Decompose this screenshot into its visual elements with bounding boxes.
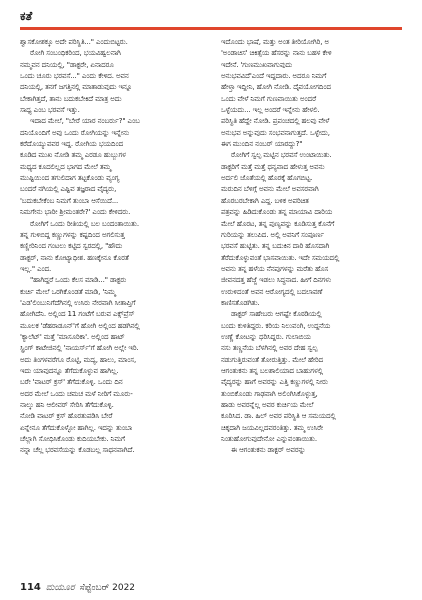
text-line: ಇದು ಯಾವುದನ್ನೂ ತೆಗೆದುಕೊಳ್ಳುವ ಹಾಗಿಲ್ಲ.	[20, 365, 119, 375]
text-line: ಕರೆದೊಯ್ಯುವವರ ಇದ್ದ. ರೋಗಿಯ ಭಯದಿಂದ	[20, 139, 124, 149]
text-line: ತೆರೆದುಕೊಳ್ಳುವಂತೆ ಭಾಸವಾಯಿತು. ಇದೇ ಸಮಯದಲ್ಲಿ	[221, 252, 340, 262]
text-line: ಚಿಕ್ಕದಾಗಿ ಜಯವಿಲ್ಲದವರಂತಿತ್ತು. ತಮ್ಮ ಉಸಿರೇ	[221, 422, 323, 432]
text-line: ಒಂದು ಚೂರು ಭರವಸೆ..." ಎಂದು ಕೇಳಿದ. ಅವನ	[20, 71, 129, 81]
text-line: ಡಾಕ್ಟರಿಗೆ ಮತ್ತೆ ಮತ್ತೆ ಧನ್ಯವಾದ ಹೇಳುತ್ತ ಅವನು	[221, 161, 325, 171]
text-line: ಹೋಗಿದೆನಿ. ಅಲ್ಲಿಂದ 11 ಗಂಟೆಗೆ ಬರುವ ಎಕ್ಸ್‌ಪ್ರೆಸ್	[20, 309, 135, 319]
text-line: ಬಂದು ಕುಳಿತಿದ್ದರು. ಕರಿಯ ನಿಲುವಂಗಿ, ಉದ್ದನೆಯ	[221, 320, 331, 330]
text-line: ಶ್ವಾಸಕೋಶಕ್ಕೂ ಅದೇ ಪರಿಸ್ಥಿತಿ..." ಎಂದುಬಿಟ್ಟರು.	[20, 37, 128, 46]
text-line: ಬೇಕಾಗಿತ್ತದೆ, ತಾನು ಬದುಕಬೇಕಿದೆ ಮಾತ್ರ ಅದು	[20, 93, 122, 103]
text-line: ಅನುಭವವಿದೆ'ಎಂದೆ ಇದ್ದದಾರು. ಅದರೂ ನಿಮಗೆ	[221, 71, 327, 81]
text-line: ಅದು ತಿಂಗಳವರೆಗೂ ರೊಟ್ಟಿ, ಮದ್ಯ, ಹಾಲು, ಮಾಂಸ,	[20, 354, 137, 364]
text-line: ರೋಗಿ ಸಂಬಂಧಿಕರಿಂದ, ಭಯವಿಹ್ವಲನಾಗಿ	[30, 48, 121, 58]
text-line: ಆಗಂತುಕನು ತನ್ನ ಬಲಶಾಲಿಯಾದ ಬಾಹುಗಳಲ್ಲಿ	[221, 365, 323, 375]
text-line: ಬಂದರೆ ನಗಿಯಲ್ಲಿ ಎಷ್ಟಿವ ತಜ್ಞರಾದ ವೈದ್ಯರು,	[20, 184, 117, 194]
text-line: 'ಕ್ಯಾಲೆಟ್' ಮತ್ತೆ 'ಮಾಸೂರಿಕಾ'. ಅಲ್ಲಿಂದ ಹಾಟ್	[20, 331, 125, 341]
text-line: ಹಾಡು ಅವರನ್ನೆಲ್ಲ ಅವರ ಕುರ್ಚಿಯ ಮೇಲೆ	[221, 400, 314, 409]
text-line: ಕುರ್ಚಿ ಮೇಲೆ ಒರಗಿಕೊಂಡತೆ ಮಾಡಿ, 'ನಿಮ್ಮ	[20, 286, 116, 296]
text-line: ತುಂಬಿಕೊಂಡು ಗಾಢವಾಗಿ ಅಲಿಂಗಿಸಿಕೊಳ್ಳುತ್ತ,	[221, 388, 318, 398]
text-line: ಅನುಭವ ಅನ್ನುವುದು ಸಂಭವನಾಗುತ್ತದೆ. ಒಳ್ಳೇದು,	[221, 127, 330, 137]
text-line: ಇದೇನೆ. 'ಗುಣಮುಖವಾಗುವುದು	[221, 59, 293, 69]
text-line: "ಹಾಗಿದ್ದರೆ ಒಂದು ಕೆಲಸ ಮಾಡಿ..." ಡಾಕ್ಟರು	[30, 275, 127, 285]
text-line: ಇದೊಂದು ಭಾಷೆ, ಮತ್ತು ಅಂತ ತೀರಿಯೋಗಿರಿ, ಅ	[221, 37, 329, 46]
header-divider	[20, 27, 402, 30]
text-line: ಕಣ್ಣೀರಿನಿಂದ ಗಂಟಲು ಕಟ್ಟಿದ ಸ್ವರದಲ್ಲಿ, "ಹೌದು	[20, 241, 123, 251]
text-line: ಅದರ ಮೇಲೆ ಒಂದು ಚಮಚ ಮಳೆ ನೀರಿಗೆ ಮೂರು-	[20, 388, 133, 398]
text-line: ದನಿಯಲ್ಲಿ, ತನಗೆ ಜಗತ್ತಿನಲ್ಲಿ ಮಾತಾಡುವುದು ಇನ್ನೂ	[20, 82, 133, 92]
text-line: 'ಎಡ'ಲಿಂಬುನಿಗೆದೆಗಿನಲ್ಲಿ ಉಸಿರು ನೇರವಾಗಿ ಸೀತಾಪ್ತಿಗೆ	[20, 297, 136, 307]
text-line: ಅವನು ತನ್ನ ಹಳೆಯ ನೆನಪುಗಳನ್ನು ಮರೆತು ಹೊಸ	[221, 263, 329, 273]
text-line: ಇದಾದ ಮೇಲೆ, "ಬೇರೆ ಯಾರ ನಂಬರ್ರು?" ಎಂಬ	[30, 116, 140, 126]
magazine-name: ಮಯೂರ	[45, 583, 75, 593]
text-line: ಡಾಕ್ಟರ್, ನಾನು ಕೋಟ್ಯಾಧೀಶ. ಹಣಕ್ಕೇನೂ ಕೊರತೆ	[20, 252, 129, 262]
text-line: ಜೀವನದತ್ತ ಹೆಜ್ಜೆ ಇಡಲು ಸಿದ್ಧನಾದ. ಹೀಗೆ ದಿನಗಳು	[221, 275, 332, 285]
right-column	[221, 36, 403, 576]
issue-date: ಸೆಪ್ಟೆಂಬರ್ 2022	[79, 583, 136, 593]
text-line: ನೋಡಿ ವಾಟರ್ ಕ್ರಸ್ ಹೊರತುಪಡಿಸಿ ಬೇರೆ	[20, 411, 113, 421]
text-line: ಒಂದು ವೇಳೆ ನಿಮಗೆ ಗುಣವಾಯಿತು ಅಂದರೆ	[221, 93, 316, 103]
text-line: ಮೂಲಕ 'ಡೆಹರಾಡೂನ್'ಗೆ ಹೋಗಿ ಅಲ್ಲಿಂದ ಹಡಗಿನಲ್ಲಿ	[20, 320, 140, 330]
text-line: ಮೇಲೆ ಹೊರಟ, ತನ್ನ ಪುಣ್ಯವನ್ನು ಕೂಡಿಸುತ್ತ ಕೊನೆಗೆ	[221, 218, 335, 228]
text-line: ಒಳ್ಳೆಯದು... ಇಲ್ಲ ಅಂದರೆ ಇನ್ನೇನು ಹೇಳಲಿ.	[221, 105, 320, 115]
text-line: ಕೂಡಿದ ಮುಖ ನೋಡಿ ತಮ್ಮ ಎರಡೂ ಹುಬ್ಬುಗಳ	[20, 150, 126, 160]
text-line: ಉಣ್ಣೆ ಕೋಟನ್ನು ಧರಿಸಿದ್ದರು. ಗುಲಾಬಿಯ	[221, 331, 311, 341]
text-line: ನಮ್ಮವನ ದನಿಯಲ್ಲಿ, "ಡಾಕ್ಟರೇ, ಏನಾದರೂ	[20, 59, 114, 69]
text-line: ಡಾಕ್ಟರ್ ಸಾಹೇಬರು ಆಗಷ್ಟೇ ಕೊಠಡಿಯಲ್ಲಿ	[231, 309, 322, 319]
text-line: ಗುರಿಯನ್ನು ತಲುಪಿದ. ಅಲ್ಲಿ ಅವನಿಗೆ ಸಂಪೂರ್ಣ	[221, 229, 324, 239]
text-line: ಮರುದಿನ ಬೆಳಿಗ್ಗೆ ಅವನು ಮೇಲೆ ಅವಸರವಾಗಿ	[221, 184, 319, 194]
text-line: 'ಬದುಕಬೇಕೆಂಬ ನಿಮಗೆ ತುಂಬಾ ಆಸೆಯಿದೆ...	[20, 195, 119, 205]
text-line: ನಡುಗುತ್ತಿರುವಂತೆ ತೋರುತ್ತಿತ್ತು. ಮೇಲೆ ಹೇರಿದ	[221, 354, 324, 364]
text-line: ಈ ಆಗಂತುಕನು ಡಾಕ್ಟರ್ ಅವರನ್ನು	[231, 445, 306, 455]
text-line: ಭರವಸೆ ಹುಟ್ಟಿತು. ತನ್ನ ಬದುಕಿನ ದಾರಿ ಹೊಸದಾಗಿ	[221, 241, 330, 251]
text-line: ಉರುಳಿದಂತೆ ಅವನ ಆರೋಗ್ಯದಲ್ಲಿ ಬದಲಾವಣೆ	[221, 286, 323, 296]
page-number: 114	[20, 582, 41, 593]
text-line: ದನಿಯೊಂದಿಗೆ ಅವು ಒಂದು ರೋಗಿಯನ್ನು ಇನ್ನೇನು	[20, 127, 130, 137]
page-footer	[20, 582, 135, 593]
text-line: ಹೊರಬರಬೇಕಾಗಿ ಎದ್ದ. ಬಳಿಕ ಅಪರಿಚಿತ	[221, 195, 309, 205]
text-line: ಮುಷ್ಟಿಯಿಂದ ತಗುಲಿದಾಗ ತಟ್ಟಕೊಂಡು ವ್ಯಂಗ್ಯ	[20, 173, 120, 183]
text-line: ವೈದ್ಯರನ್ನು ಹಾಗೆ ಅವರನ್ನು ಎತ್ತಿ ಕಣ್ಣುಗಳಲ್ಲಿ ನೀರು	[221, 377, 328, 387]
text-line: ಸಾಧ್ಯ ಎಂಬ ಭರವಸೆ ಇತ್ತು.	[20, 105, 80, 115]
text-line: ನಿಮಗೇನು ಭಾರೀ ಶ್ರೀಮಂತರೇ?' ಎಂದು ಕೇಳಿದರು.	[20, 207, 131, 217]
text-line: ಈಗ ಮುಂದಿನ ನಂಬರ್ ಯಾರದ್ದು?"	[221, 139, 303, 149]
text-line: ಕಾಣಿಸತೊಡಗಿತು.	[221, 297, 260, 307]
text-line: ತನ್ನ ಗುಳಿಬಿದ್ದ ಕಣ್ಣುಗಳನ್ನು ಕಷ್ಟದಿಂದ ಅಗಲಿಸುತ್ತ	[20, 229, 125, 239]
text-line: ಬರೇ 'ವಾಟರ್ ಕ್ರಸ್' ತೆಗೆದುಕೊಳ್ಳಿ. ಒಂದು ದಿನ	[20, 377, 123, 387]
text-line: ಮಧ್ಯದ ಕೂದಲಿಲ್ಲದ ಭಾಗದ ಮೇಲೆ ತಮ್ಮ	[20, 161, 112, 171]
text-line: ಪರಿಸ್ಥಿತಿ ಹೆದ್ದೇ ನೋಡಿ. ಪ್ರಪಂಚದಲ್ಲಿ ಹಲವು ವೇಳೆ	[221, 116, 330, 126]
text-line: 'ಅಂಡಾಚಿಸ' ಚಿಕಿತ್ಸೆಯ ಹೆಸರನ್ನು ನಾನು ಬಹಳ ಕೇಳಿ	[221, 48, 332, 58]
text-line: ಕೂರಿಸಿದ. ಡಾ. ಹಿಲ್ ಅವರ ಪರಿಸ್ಥಿತಿ ಆ ಸಮಯದಲ್ಲಿ	[221, 411, 336, 421]
text-line: ನಸು ತಣ್ಣನೆಯ ಬೆಳಗಿನಲ್ಲಿ ಅವರ ದೇಹ ಸ್ವಲ್ಪ	[221, 343, 318, 353]
text-line: ನಿಂತುಹೋಗುವುದೇನೋ ಎನ್ನುವಂತಾಯಿತು.	[221, 434, 318, 444]
text-line: ಇಲ್ಲ." ಎಂದ.	[20, 263, 52, 273]
text-line: ರೋಗಿಗೆ ಸ್ವಲ್ಪ ಮಟ್ಟಿನ ಭರವಸೆ ಉಂಟಾಯಿತು.	[231, 150, 332, 160]
section-title: ಕತೆ	[20, 9, 33, 23]
text-line: ರೋಗಿಗೆ ಒಂದು ರೀತಿಯಲ್ಲಿ ಬಲ ಬಂದಂತಾಯಿತು.	[30, 218, 139, 228]
text-line: ನನ್ನಾ ಚೆಲ್ಲ ಭರವಸೆಯನ್ನು ಕೊಡಬಲ್ಲ ಸಾಧನವಾಗಿದೆ.	[20, 445, 135, 455]
text-line: ನಾಲ್ಕು ಹನಿ ಆಲೀವರ್ ಸೇರಿಸಿ ತೆಗೆದುಕೊಳ್ಳಿ.	[20, 400, 114, 409]
left-column	[20, 36, 202, 576]
text-line: ಸ್ಪ್ರಿಂಗ್ ಕಾಟೇಜಿನಲ್ಲಿ 'ನಾಯರ್ಸ್'ಗೆ ಹೋಗಿ ಅಲ್ಲೇ ಇರಿ.	[20, 343, 139, 353]
text-line: ಏನ್ನೇನೂ ತೆಗೆದುಕೊಳ್ಳೋ ಹಾಗಿಲ್ಲ. ಇದನ್ನು ತುಂಬಾ	[20, 422, 133, 432]
text-line: ಅರ್ದಲಿ ಜೊತೆಯಲ್ಲಿ ಹೊರಕ್ಕೆ ಹೊಗಬಿಟ್ಟ.	[221, 173, 313, 183]
text-line: ಹೇಳ್ತಾ ಇದ್ದೀನಿ, ಹೋಗಿ ನೋಡಿ. ದೈವಯೋಗದಿಂದ	[221, 82, 331, 92]
text-line: ಪತ್ರವನ್ನು ಹಿಡಿದುಕೊಂಡು ತನ್ನ ಮಾಯಾವಿ ದಾರಿಯ	[221, 207, 333, 217]
text-line: ಚೆಲ್ಲಾಗಿ ಸೋಧಿಸಿಕೊಂಡು ಕುದಿಯಬೇಕು. ನಿಮಗೆ	[20, 434, 125, 444]
